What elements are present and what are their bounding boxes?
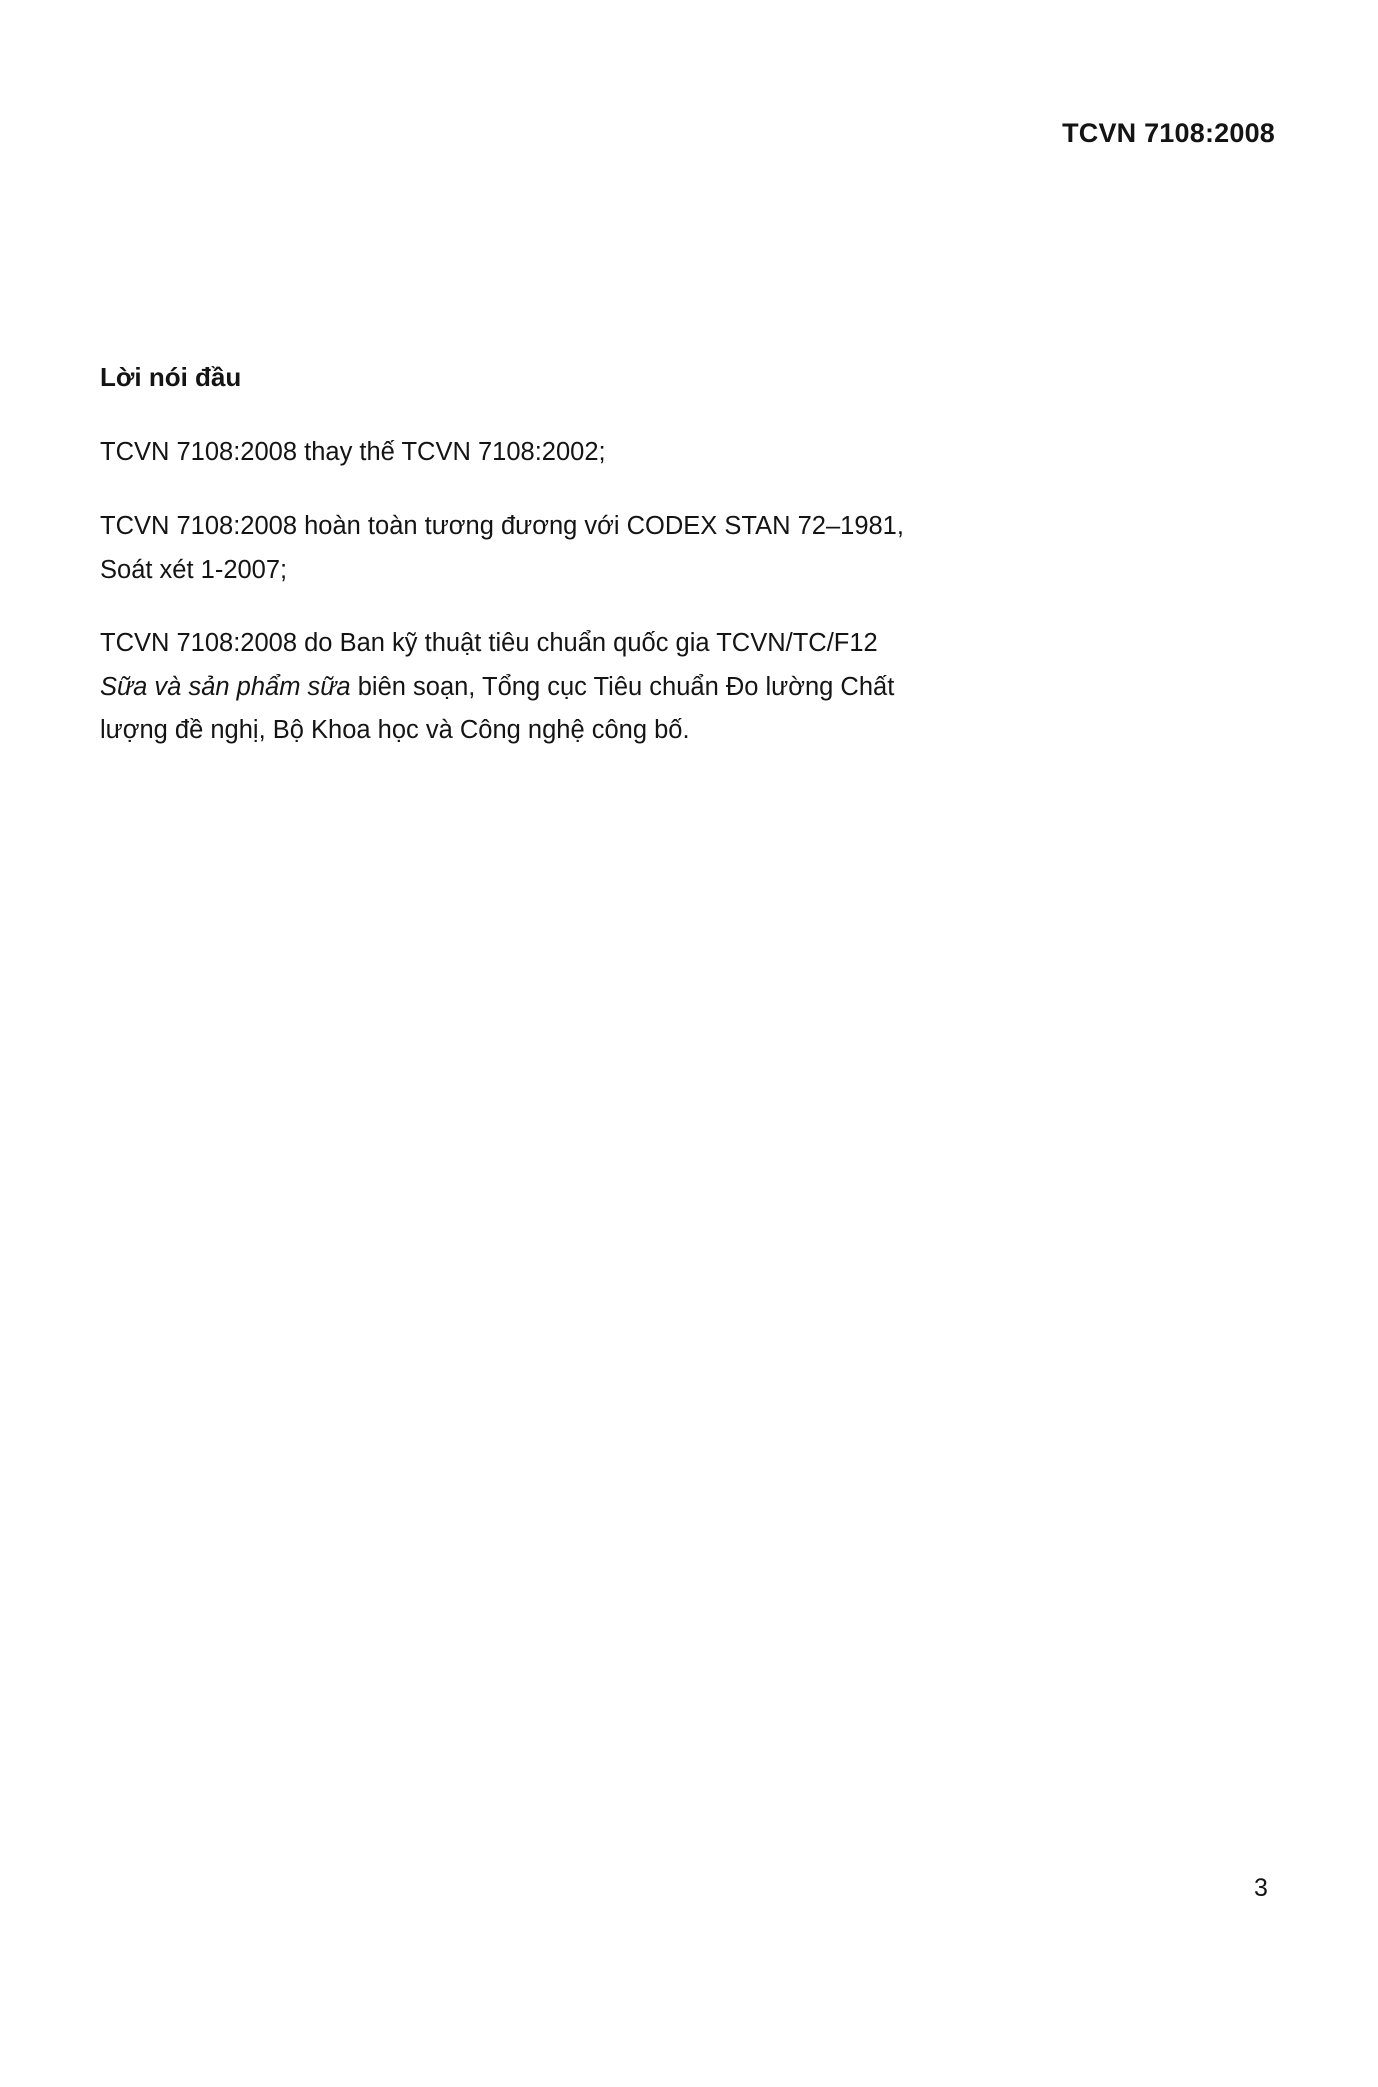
foreword-paragraph [100, 622, 1000, 753]
paragraph-line [100, 666, 1000, 710]
paragraph-line: TCVN 7108:2008 hoàn toàn tương đương với CODEX STAN 72–1981, [100, 512, 904, 540]
paragraph-line: Soát xét 1-2007; [100, 555, 288, 584]
page-number: 3 [1254, 1874, 1268, 1902]
standard-code-header: TCVN 7108:2008 [1062, 118, 1275, 148]
paragraph-line: TCVN 7108:2008 do Ban kỹ thuật tiêu chuẩn quốc gia TCVN/TC/F12 [100, 629, 878, 657]
paragraph-line: TCVN 7108:2008 thay thế TCVN 7108:2002; [100, 438, 606, 466]
foreword-heading: Lời nói đầu [100, 362, 242, 392]
paragraph-line: lượng đề nghị, Bộ Khoa học và Công nghệ công bố. [100, 716, 690, 744]
committee-name-italic: Sữa và sản phẩm sữa [100, 672, 351, 701]
foreword-paragraph [100, 505, 1000, 592]
foreword-paragraph [100, 431, 1000, 475]
paragraph-line-rest: biên soạn, Tổng cục Tiêu chuẩn Đo lường Chất [357, 672, 895, 701]
